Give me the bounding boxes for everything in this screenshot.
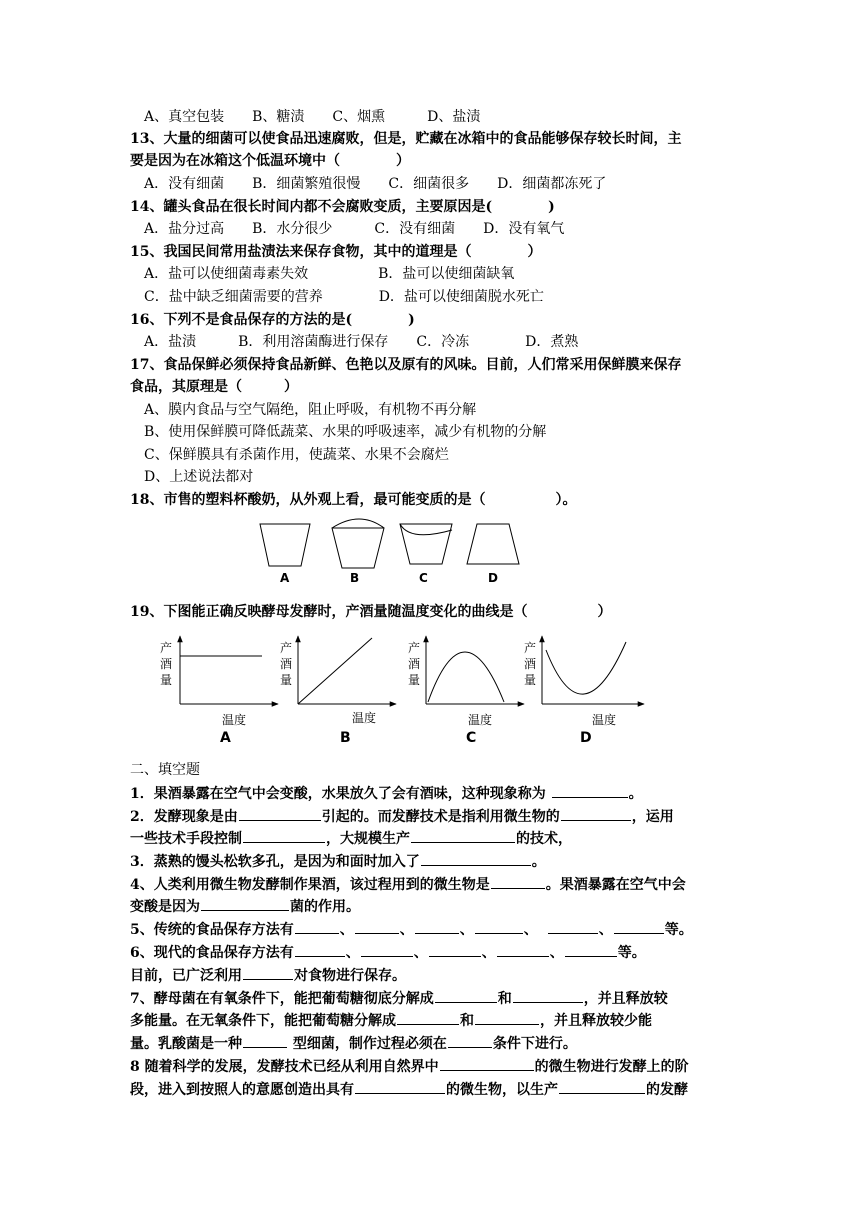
blank[interactable]	[411, 828, 515, 843]
cup-c-sunken-lid	[400, 524, 452, 535]
blank[interactable]	[497, 942, 549, 957]
q19-question: 19、下图能正确反映酵母发酵时，产酒量随温度变化的曲线是（ ）	[130, 604, 612, 620]
graph-c-ylabel-3: 量	[408, 673, 421, 687]
blank[interactable]	[243, 965, 293, 980]
blank[interactable]	[440, 1056, 534, 1071]
blank[interactable]	[448, 1033, 492, 1048]
fill-q5: 5、传统的食品保存方法有 、 、 、 、 、 等。	[130, 919, 693, 940]
cup-label-c: C	[419, 571, 428, 585]
graph-b-ylabel-2: 酒	[280, 657, 293, 671]
section-2-heading: 二、填空题	[130, 762, 200, 778]
graph-a-letter: A	[220, 730, 231, 744]
q17-line2: 食品，其原理是（ ）	[130, 379, 298, 395]
graph-b-ylabel-3: 量	[280, 673, 293, 687]
q13-line1: 13、大量的细菌可以使食品迅速腐败，但是，贮藏在冰箱中的食品能够保存较长时间，主	[130, 131, 682, 147]
graph-b-letter: B	[340, 730, 351, 744]
q16-question: 16、下列不是食品保存的方法的是( )	[130, 312, 415, 328]
q14-question: 14、罐头食品在很长时间内都不会腐败变质，主要原因是( )	[130, 199, 555, 215]
blank[interactable]	[355, 1079, 445, 1094]
q13-line2: 要是因为在冰箱这个低温环境中（ ）	[130, 153, 410, 169]
q17-option-d: D、上述说法都对	[144, 469, 254, 485]
fill-q4-line2: 变酸是因为 菌的作用。	[130, 896, 360, 917]
q12-options: A、真空包装 B、糖渍 C、烟熏 D、盐渍	[144, 109, 481, 125]
fill-q6-line1: 6、现代的食品保存方法有 、 、 、 、 等。	[130, 942, 646, 963]
blank[interactable]	[361, 942, 413, 957]
blank[interactable]	[435, 988, 497, 1003]
cup-label-a: A	[280, 571, 290, 585]
q18-question: 18、市售的塑料杯酸奶，从外观上看，最可能变质的是（ ）。	[130, 492, 577, 508]
graph-d-ylabel-3: 量	[524, 673, 537, 687]
graph-b-xlabel: 温度	[352, 711, 377, 725]
blank[interactable]	[429, 942, 481, 957]
fill-q6-line2: 目前，已广泛利用 对食物进行保存。	[130, 965, 406, 986]
graph-d-xlabel: 温度	[592, 713, 617, 727]
blank[interactable]	[295, 942, 345, 957]
blank[interactable]	[491, 874, 545, 889]
cup-label-b: B	[350, 571, 360, 585]
fill-q4-line1: 4、人类利用微生物发酵制作果酒，该过程用到的微生物是 。果酒暴露在空气中会	[130, 874, 686, 895]
fill-q2-line2: 一些技术手段控制 ，大规模生产 的技术，	[130, 828, 572, 849]
blank[interactable]	[415, 919, 459, 934]
fill-q8-line1: 8 随着科学的发展，发酵技术已经从利用自然界中 的微生物进行发酵上的阶	[130, 1056, 689, 1077]
blank[interactable]	[475, 919, 523, 934]
graph-c-ylabel-1: 产	[408, 641, 421, 655]
q15-options-2: C．盐中缺乏细菌需要的营养 D．盐可以使细菌脱水死亡	[144, 289, 544, 305]
fill-q1: 1．果酒暴露在空气中会变酸，水果放久了会有酒味，这种现象称为 。	[130, 783, 643, 804]
graph-c-letter: C	[466, 730, 477, 744]
blank[interactable]	[513, 988, 583, 1003]
graph-d	[524, 636, 644, 744]
blank[interactable]	[243, 1033, 287, 1048]
blank[interactable]	[397, 1010, 459, 1025]
blank[interactable]	[565, 942, 617, 957]
blank[interactable]	[548, 919, 598, 934]
fill-q3: 3．蒸熟的馒头松软多孔，是因为和面时加入了 。	[130, 851, 546, 872]
cup-label-d: D	[488, 571, 498, 585]
fill-q8-line2: 段，进入到按照人的意愿创造出具有 的微生物，以生产 的发酵	[130, 1079, 688, 1100]
q17-option-b: B、使用保鲜膜可降低蔬菜、水果的呼吸速率，减少有机物的分解	[144, 424, 547, 440]
q15-question: 15、我国民间常用盐渍法来保存食物，其中的道理是（ ）	[130, 244, 542, 260]
q17-line1: 17、食品保鲜必须保持食品新鲜、色艳以及原有的风味。目前，人们常采用保鲜膜来保存	[130, 357, 682, 373]
q15-options-1: A．盐可以使细菌毒素失效 B．盐可以使细菌缺氧	[144, 266, 515, 282]
graph-a-ylabel-2: 酒	[160, 657, 173, 671]
q13-options: A．没有细菌 B．细菌繁殖很慢 C．细菌很多 D．细菌都冻死了	[144, 176, 607, 192]
cup-b	[332, 528, 384, 568]
blank[interactable]	[421, 851, 531, 866]
graph-a-ylabel-3: 量	[160, 673, 173, 687]
blank[interactable]	[561, 806, 631, 821]
blank[interactable]	[201, 896, 289, 911]
graph-a	[160, 636, 278, 744]
fill-q2-line1: 2．发酵现象是由 引起的。而发酵技术是指利用微生物的 ，运用	[130, 806, 674, 827]
blank[interactable]	[355, 919, 399, 934]
graph-d-ylabel-2: 酒	[524, 657, 537, 671]
fill-q7-line3: 量。乳酸菌是一种 型细菌，制作过程必须在 条件下进行。	[130, 1033, 577, 1054]
graph-c-xlabel: 温度	[468, 713, 493, 727]
graph-a-ylabel-1: 产	[160, 641, 173, 655]
fill-q7-line1: 7、酵母菌在有氧条件下，能把葡萄糖彻底分解成 和 ，并且释放较	[130, 988, 668, 1009]
cup-c	[400, 524, 452, 564]
q14-options: A．盐分过高 B．水分很少 C．没有细菌 D．没有氧气	[144, 221, 565, 237]
blank[interactable]	[243, 828, 325, 843]
yogurt-cups-figure	[250, 518, 570, 588]
graph-b-ylabel-1: 产	[280, 641, 293, 655]
blank[interactable]	[552, 783, 628, 798]
cup-b-bulged-lid	[332, 519, 384, 528]
blank[interactable]	[559, 1079, 645, 1094]
fermentation-graphs-figure	[150, 632, 650, 744]
fill-q7-line2: 多能量。在无氧条件下，能把葡萄糖分解成 和 ，并且释放较少能	[130, 1010, 652, 1031]
blank[interactable]	[614, 919, 664, 934]
graph-c-ylabel-2: 酒	[408, 657, 421, 671]
graph-d-ylabel-1: 产	[524, 641, 537, 655]
blank[interactable]	[295, 919, 339, 934]
q17-option-a: A、膜内食品与空气隔绝，阻止呼吸，有机物不再分解	[144, 402, 477, 418]
graph-d-letter: D	[580, 730, 592, 744]
cup-a	[260, 524, 310, 566]
blank[interactable]	[239, 806, 321, 821]
graph-a-xlabel: 温度	[222, 713, 247, 727]
q16-options: A．盐渍 B．利用溶菌酶进行保存 C．冷冻 D．煮熟	[144, 334, 579, 350]
blank[interactable]	[475, 1010, 539, 1025]
q17-option-c: C、保鲜膜具有杀菌作用，使蔬菜、水果不会腐烂	[144, 447, 449, 463]
graph-c	[408, 636, 524, 744]
cup-d	[467, 524, 519, 564]
graph-b	[280, 636, 396, 744]
